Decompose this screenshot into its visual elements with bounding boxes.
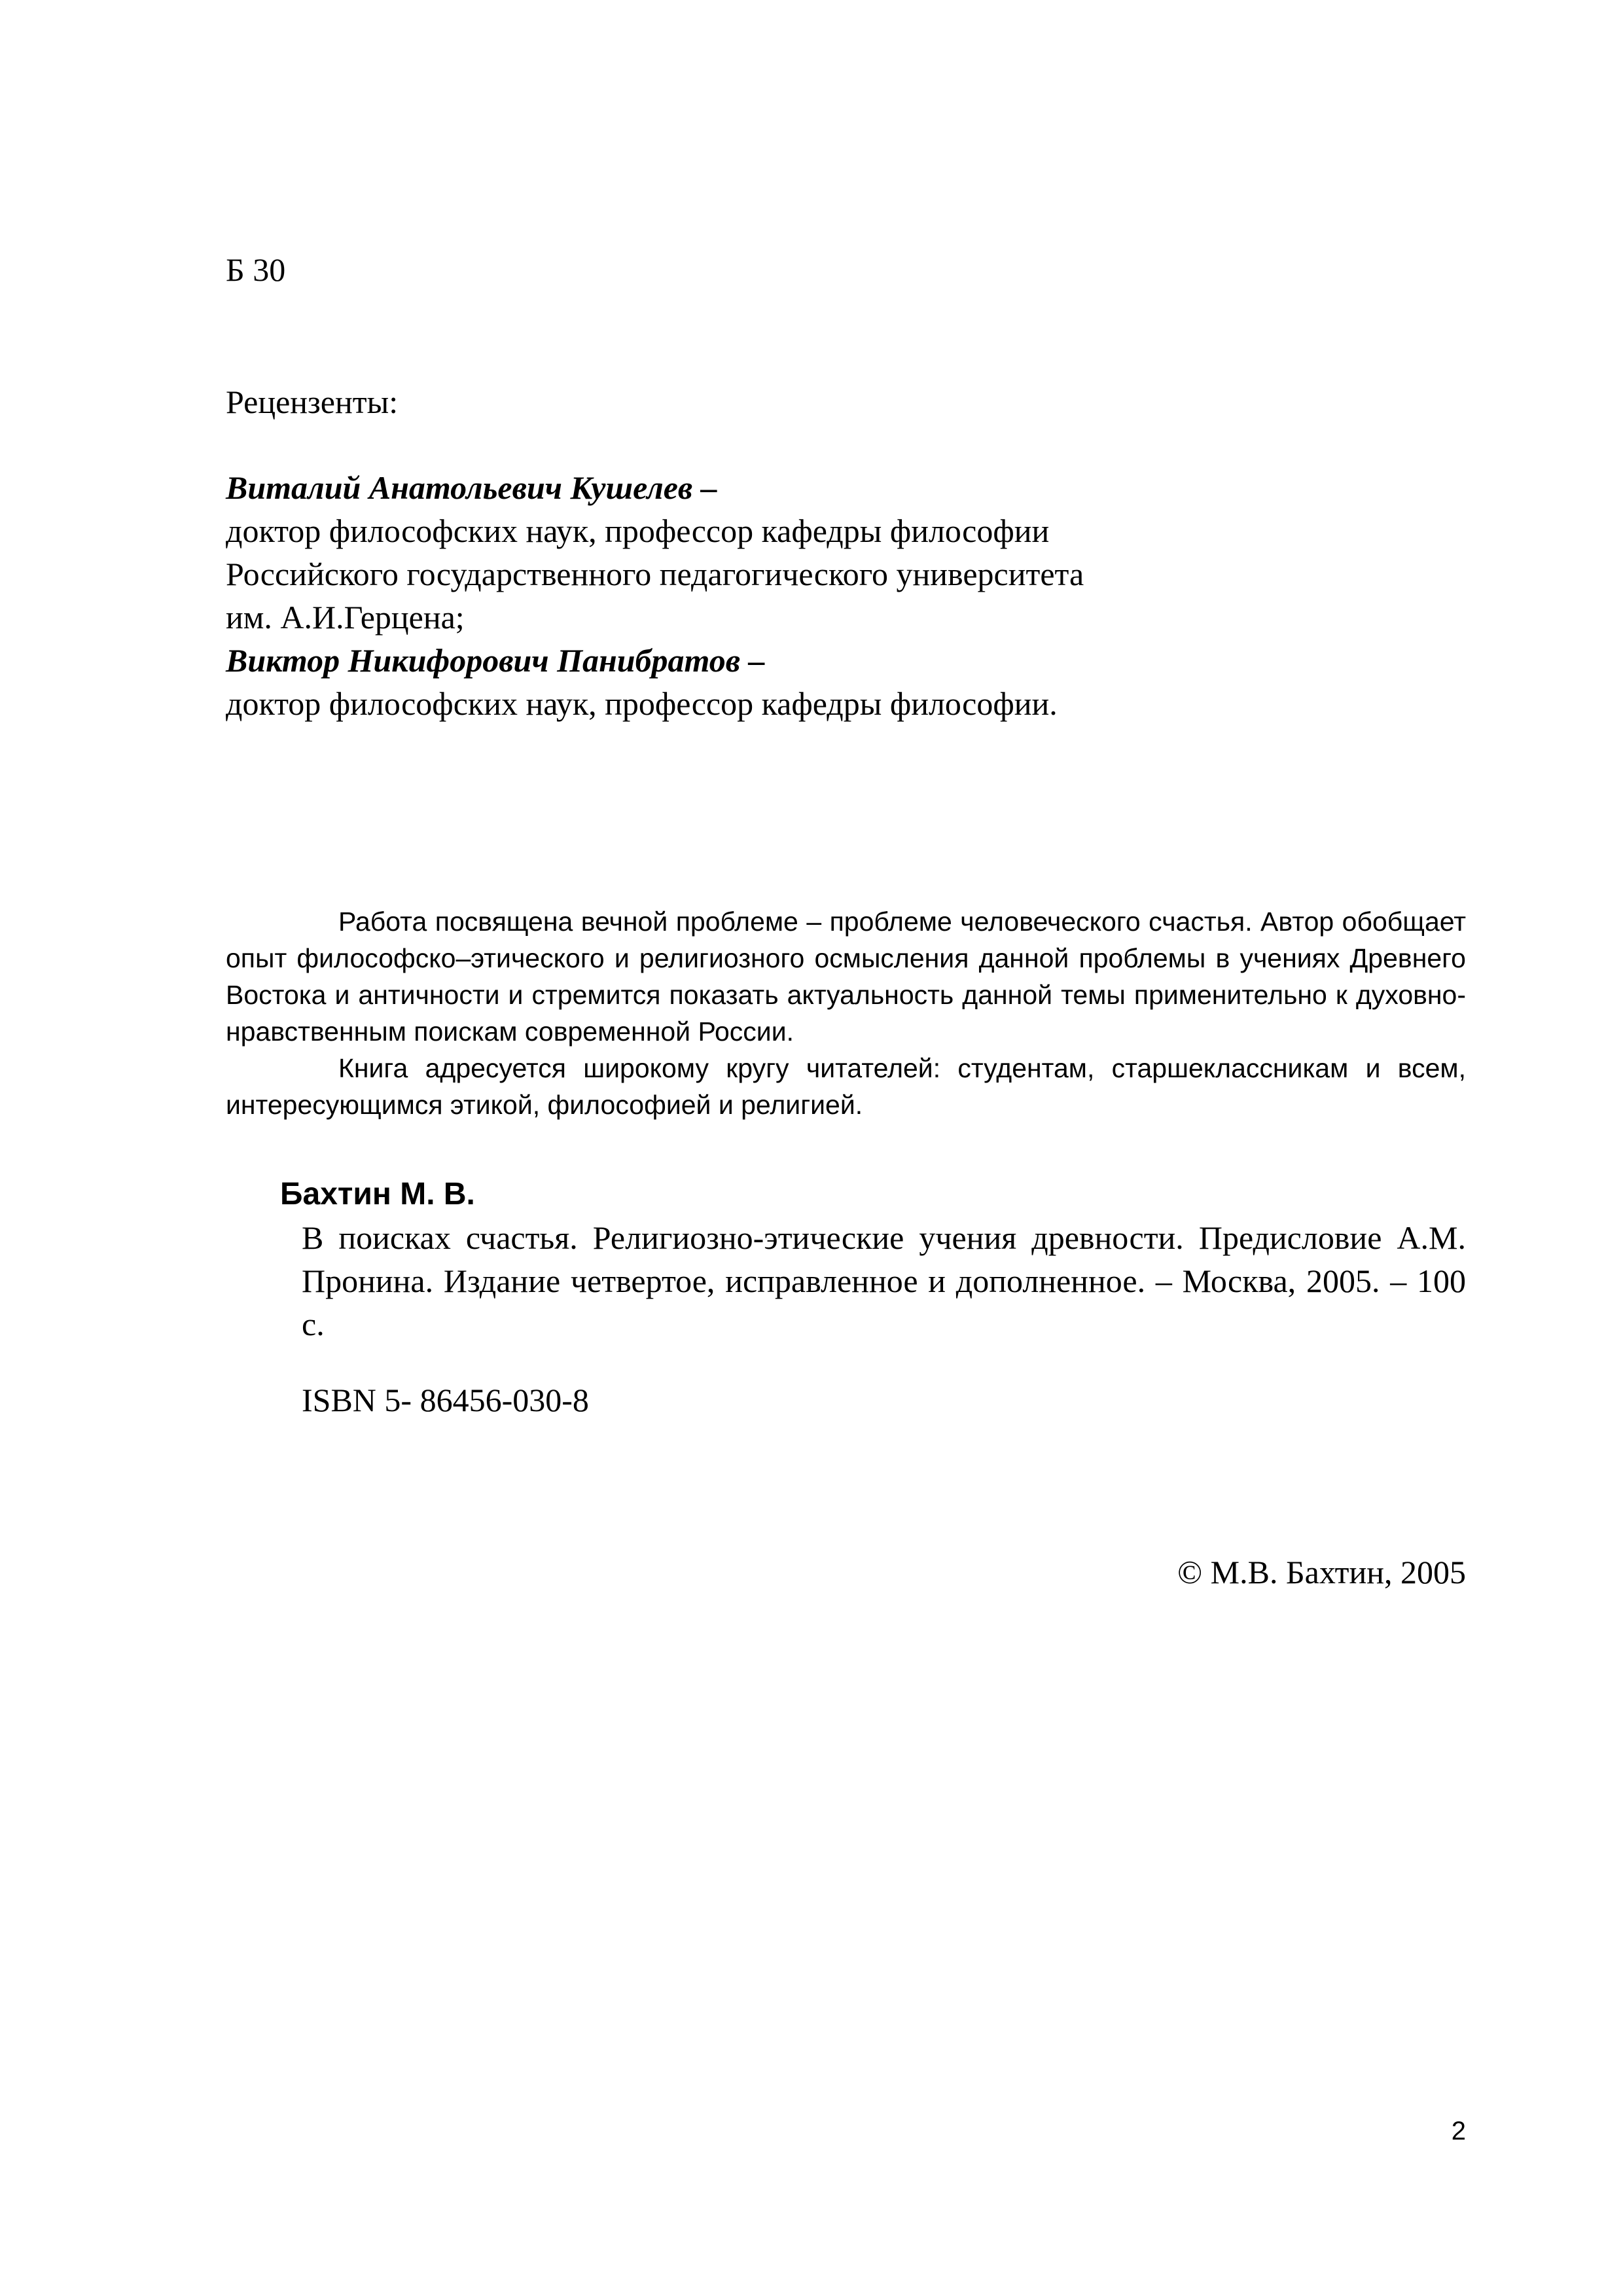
annotation-paragraph: Работа посвящена вечной проблеме – проблеме человеческого счастья. Автор обобщает опыт философско–этического и религиозного осмысления данной проблемы в учениях Древнего Востока и античности и стремится показать актуальность данной темы применительно к духовно-нравственным поискам современной России. xyxy=(226,906,1466,1047)
reviewer-1-line: им. А.И.Герцена; xyxy=(226,599,465,636)
class-code: Б 30 xyxy=(226,251,286,288)
reviewer-2-line: доктор философских наук, профессор кафедры философии. xyxy=(226,685,1058,722)
annotation xyxy=(226,903,1466,1123)
reviewer-1-line: Российского государственного педагогического университета xyxy=(226,556,1084,592)
bibliographic-record xyxy=(280,1173,1466,1422)
reviewer-2-name: Виктор Никифорович Панибратов – xyxy=(226,642,765,679)
reviewers-heading: Рецензенты: xyxy=(226,384,399,420)
reviewers-block xyxy=(226,466,1084,725)
annotation-paragraph: Книга адресуется широкому кругу читателей: студентам, старшеклассникам и всем, интересующимся этикой, философией и религией. xyxy=(226,1053,1466,1120)
page-number: 2 xyxy=(1451,2117,1466,2145)
reviewer-1-line: доктор философских наук, профессор кафедры философии xyxy=(226,512,1050,549)
reviewer-1-name: Виталий Анатольевич Кушелев – xyxy=(226,469,717,506)
bibliographic-author: Бахтин М. В. xyxy=(280,1177,475,1211)
copyright: © М.В. Бахтин, 2005 xyxy=(1177,1554,1466,1590)
bibliographic-description: В поисках счастья. Религиозно-этические учения древности. Предисловие А.М. Пронина. Издание четвертое, исправленное и дополненное. – Москва, 2005. – 100 с. xyxy=(302,1219,1466,1342)
isbn: ISBN 5- 86456-030-8 xyxy=(302,1382,589,1418)
